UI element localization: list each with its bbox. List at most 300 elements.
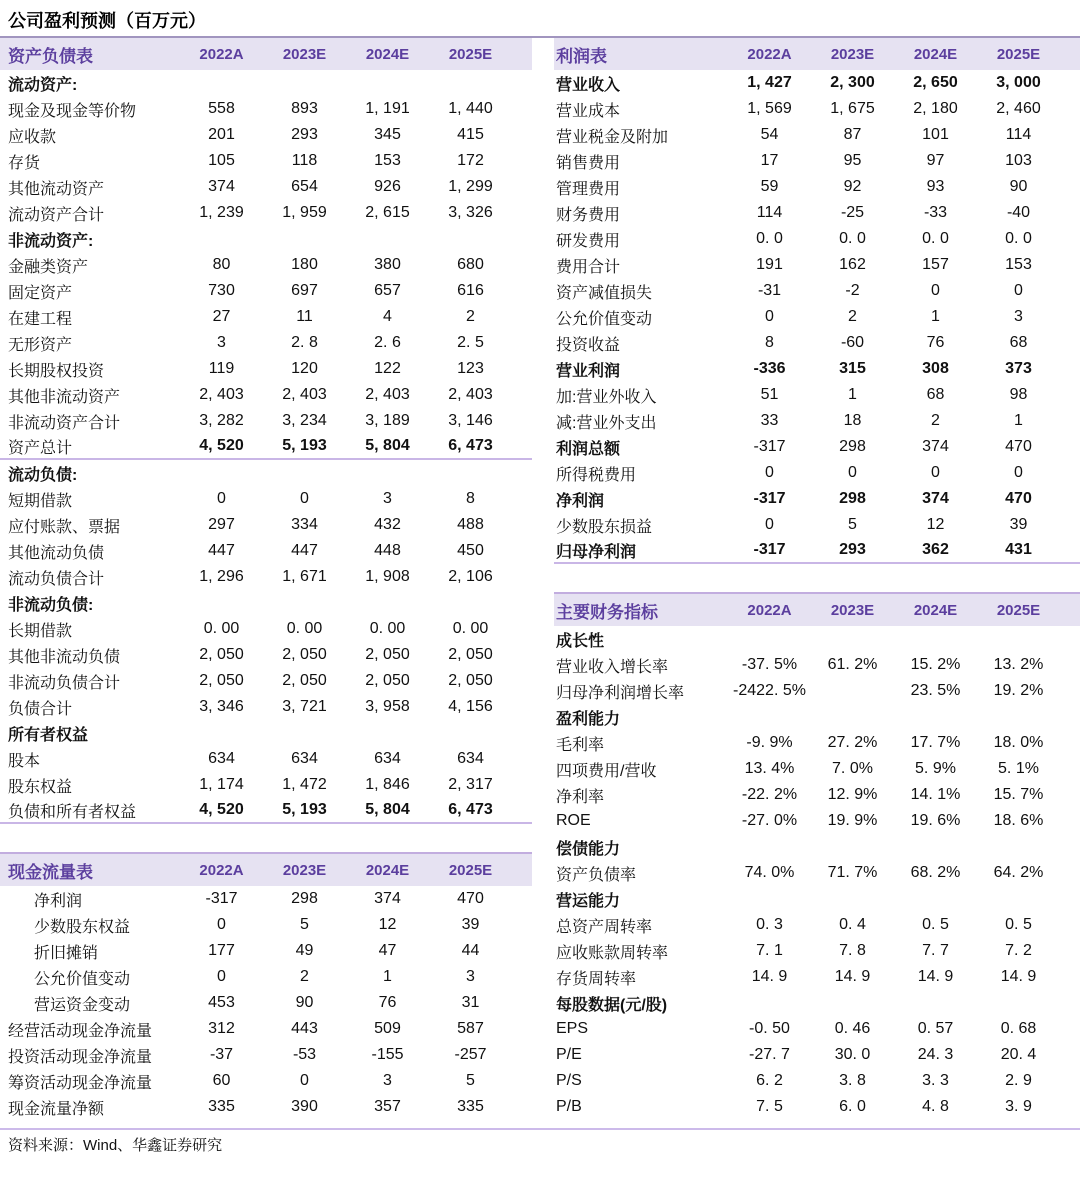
cell-value: 1, 191 [365, 100, 410, 117]
cell-value: 60 [212, 1072, 231, 1089]
cell-value: 1 [931, 308, 940, 325]
cell-value: 39 [461, 916, 480, 933]
row-label: 公允价值变动 [556, 310, 653, 328]
cell-value: 0 [931, 464, 940, 481]
row-label: 应收账款周转率 [556, 944, 669, 962]
table-row [554, 96, 1080, 122]
cell-value: 4, 520 [199, 437, 244, 454]
table-row [554, 886, 1080, 912]
table-row [554, 860, 1080, 886]
cell-value: 2. 9 [1005, 1072, 1032, 1089]
cell-value: -27. 7 [749, 1046, 790, 1063]
cell-value: 18 [843, 412, 862, 429]
row-label: 资产负债率 [556, 866, 637, 884]
column-header: 2025E [448, 861, 493, 879]
row-label: 营业利润 [556, 362, 621, 380]
column-header: 2024E [913, 601, 958, 619]
table-row [0, 1068, 532, 1094]
cell-value: 3, 000 [996, 74, 1041, 91]
cell-value: 1, 296 [199, 568, 244, 585]
cell-value: 697 [291, 282, 318, 299]
cell-value: 2. 8 [291, 334, 318, 351]
cell-value: 0. 00 [369, 620, 406, 637]
cell-value: 3, 326 [448, 204, 493, 221]
row-label: 财务费用 [556, 206, 621, 224]
row-label: ROE [556, 812, 591, 829]
row-label: 现金及现金等价物 [8, 102, 137, 120]
cell-value: -0. 50 [749, 1020, 790, 1037]
table-row [0, 668, 532, 694]
column-header: 2023E [830, 601, 875, 619]
row-label: 少数股东损益 [556, 518, 653, 536]
cell-value: -2422. 5% [733, 682, 806, 699]
cell-value: -155 [371, 1046, 404, 1063]
cell-value: 90 [1009, 178, 1028, 195]
column-header: 2025E [996, 601, 1041, 619]
table-row [0, 798, 532, 824]
cell-value: 2 [466, 308, 475, 325]
cell-value: 293 [291, 126, 318, 143]
cell-value: 1, 569 [747, 100, 792, 117]
cell-value: 0 [1014, 464, 1023, 481]
table-row [0, 694, 532, 720]
cell-value: 450 [457, 542, 484, 559]
cell-value: 415 [457, 126, 484, 143]
cell-value: 558 [208, 100, 235, 117]
row-label: 少数股东权益 [34, 918, 131, 936]
row-label: 公允价值变动 [34, 970, 131, 988]
cell-value: 12. 9% [827, 786, 878, 803]
cell-value: 3. 8 [839, 1072, 866, 1089]
balance-sheet-table [0, 38, 532, 824]
cell-value: 13. 4% [744, 760, 795, 777]
cell-value: 0 [217, 916, 226, 933]
table-row [0, 538, 532, 564]
cell-value: 14. 9 [834, 968, 871, 985]
cell-value: 1, 959 [282, 204, 327, 221]
cell-value: 432 [374, 516, 401, 533]
cell-value: 3, 146 [448, 412, 493, 429]
row-label: 营运能力 [556, 892, 621, 910]
table-row [0, 460, 532, 486]
row-label: 减:营业外支出 [556, 414, 657, 432]
cell-value: 17. 7% [910, 734, 961, 751]
cell-value: 0. 46 [834, 1020, 871, 1037]
cell-value: 153 [1005, 256, 1032, 273]
column-header: 2024E [365, 45, 410, 63]
cell-value: 2, 615 [365, 204, 410, 221]
cash-flow-header [0, 854, 532, 886]
cell-value: 14. 9 [751, 968, 788, 985]
cell-value: 6, 473 [448, 437, 493, 454]
cell-value: 68 [926, 386, 945, 403]
cell-value: 13. 2% [993, 656, 1044, 673]
row-label: 净利润 [34, 892, 83, 910]
table-row [0, 304, 532, 330]
cell-value: 390 [291, 1098, 318, 1115]
row-label: 利润总额 [556, 440, 621, 458]
cell-value: 0 [217, 490, 226, 507]
row-label: 其他非流动资产 [8, 388, 121, 406]
cell-value: 509 [374, 1020, 401, 1037]
table-row [0, 616, 532, 642]
table-row [0, 486, 532, 512]
row-label: 在建工程 [8, 310, 73, 328]
column-header: 2025E [448, 45, 493, 63]
cell-value: 8 [466, 490, 475, 507]
row-label: 股东权益 [8, 778, 73, 796]
section-gap [0, 824, 532, 852]
table-row [0, 226, 532, 252]
cell-value: 335 [208, 1098, 235, 1115]
cell-value: 3 [466, 968, 475, 985]
row-label: 存货周转率 [556, 970, 637, 988]
cell-value: 5. 1% [998, 760, 1039, 777]
cell-value: 470 [1005, 490, 1032, 507]
cell-value: 2, 050 [199, 646, 244, 663]
cell-value: 172 [457, 152, 484, 169]
cell-value: 3 [383, 490, 392, 507]
cell-value: 7. 8 [839, 942, 866, 959]
table-row [554, 70, 1080, 96]
cell-value: -31 [757, 282, 782, 299]
cell-value: 0 [765, 308, 774, 325]
cell-value: 92 [843, 178, 862, 195]
cell-value: 1, 239 [199, 204, 244, 221]
table-row [554, 1068, 1080, 1094]
table-row [554, 252, 1080, 278]
cell-value: 87 [843, 126, 862, 143]
cell-value: 95 [843, 152, 862, 169]
table-row [0, 252, 532, 278]
cell-value: 3, 189 [365, 412, 410, 429]
cell-value: 634 [374, 750, 401, 767]
table-row [554, 834, 1080, 860]
column-header: 2022A [747, 601, 792, 619]
cell-value: 177 [208, 942, 235, 959]
row-label: 营业收入增长率 [556, 658, 669, 676]
cell-value: 4. 8 [922, 1098, 949, 1115]
cell-value: 0 [848, 464, 857, 481]
cell-value: 448 [374, 542, 401, 559]
table-row [554, 1094, 1080, 1120]
cell-value: 27 [212, 308, 231, 325]
cell-value: 47 [378, 942, 397, 959]
cell-value: 0. 00 [286, 620, 323, 637]
cell-value: -317 [753, 490, 786, 507]
cell-value: 3. 9 [1005, 1098, 1032, 1115]
column-header: 2023E [830, 45, 875, 63]
cell-value: 2, 403 [448, 386, 493, 403]
row-label: P/E [556, 1046, 582, 1063]
table-row [554, 200, 1080, 226]
table-row [0, 720, 532, 746]
bottom-rule [0, 1128, 1080, 1130]
row-label: 投资活动现金净流量 [8, 1048, 153, 1066]
cell-value: 3, 282 [199, 412, 244, 429]
row-label: 非流动负债合计 [8, 674, 121, 692]
cell-value: 0 [217, 968, 226, 985]
cell-value: 12 [378, 916, 397, 933]
cell-value: 335 [457, 1098, 484, 1115]
cell-value: 453 [208, 994, 235, 1011]
cell-value: 345 [374, 126, 401, 143]
table-row [554, 278, 1080, 304]
cell-value: 1, 427 [747, 74, 792, 91]
cell-value: -60 [840, 334, 865, 351]
cell-value: 44 [461, 942, 480, 959]
cell-value: 49 [295, 942, 314, 959]
cell-value: 0 [765, 516, 774, 533]
cell-value: 2, 050 [448, 646, 493, 663]
row-label: 其他流动负债 [8, 544, 105, 562]
row-label: 资产总计 [8, 439, 73, 457]
table-row [0, 512, 532, 538]
table-row [0, 70, 532, 96]
cell-value: -2 [845, 282, 860, 299]
cell-value: 1 [383, 968, 392, 985]
table-row [0, 330, 532, 356]
row-label: 流动负债合计 [8, 570, 105, 588]
cell-value: -317 [753, 541, 786, 558]
table-row [554, 148, 1080, 174]
row-label: 应付账款、票据 [8, 518, 121, 536]
table-title: 利润表 [556, 46, 607, 66]
table-row [554, 990, 1080, 1016]
row-label: 所得税费用 [556, 466, 637, 484]
row-label: 归母净利润增长率 [556, 684, 685, 702]
table-row [554, 356, 1080, 382]
row-label: 营运资金变动 [34, 996, 131, 1014]
cell-value: 0 [300, 490, 309, 507]
row-label: 其他流动资产 [8, 180, 105, 198]
row-label: 费用合计 [556, 258, 621, 276]
cell-value: 373 [1005, 360, 1032, 377]
row-label: 经营活动现金净流量 [8, 1022, 153, 1040]
row-label: 净利润 [556, 492, 605, 510]
cell-value: 3. 3 [922, 1072, 949, 1089]
cell-value: 0. 0 [1005, 230, 1032, 247]
cell-value: 2, 050 [282, 646, 327, 663]
cell-value: 1, 675 [830, 100, 875, 117]
table-row [554, 756, 1080, 782]
cell-value: 634 [291, 750, 318, 767]
cell-value: 2. 5 [457, 334, 484, 351]
cell-value: 443 [291, 1020, 318, 1037]
row-label: 股本 [8, 752, 41, 770]
cell-value: 2, 050 [365, 646, 410, 663]
cell-value: -40 [1006, 204, 1031, 221]
row-label: 负债合计 [8, 700, 73, 718]
row-label: 营业收入 [556, 76, 621, 94]
cell-value: 68 [1009, 334, 1028, 351]
cell-value: 2 [848, 308, 857, 325]
cell-value: 680 [457, 256, 484, 273]
column-header: 2024E [913, 45, 958, 63]
cell-value: 2, 050 [365, 672, 410, 689]
row-label: 加:营业外收入 [556, 388, 657, 406]
row-label: 投资收益 [556, 336, 621, 354]
cell-value: 76 [926, 334, 945, 351]
cell-value: 0. 57 [917, 1020, 954, 1037]
table-row [554, 226, 1080, 252]
table-row [554, 652, 1080, 678]
cell-value: 93 [926, 178, 945, 195]
cell-value: 2. 6 [374, 334, 401, 351]
cell-value: 3 [217, 334, 226, 351]
row-label: 四项费用/营收 [556, 762, 657, 780]
table-row [0, 148, 532, 174]
cell-value: 14. 9 [1000, 968, 1037, 985]
table-row [554, 382, 1080, 408]
table-row [0, 278, 532, 304]
table-row [0, 96, 532, 122]
table-row [0, 964, 532, 990]
cell-value: 4, 156 [448, 698, 493, 715]
row-label: 负债和所有者权益 [8, 803, 137, 821]
cell-value: 1, 299 [448, 178, 493, 195]
row-label: 现金流量净额 [8, 1100, 105, 1118]
cell-value: 374 [922, 490, 949, 507]
cell-value: 488 [457, 516, 484, 533]
cell-value: 2, 050 [448, 672, 493, 689]
cell-value: 6. 2 [756, 1072, 783, 1089]
table-row [0, 200, 532, 226]
cell-value: 3, 234 [282, 412, 327, 429]
row-label: 净利率 [556, 788, 605, 806]
row-label: 销售费用 [556, 154, 621, 172]
cell-value: 431 [1005, 541, 1032, 558]
cell-value: 2, 050 [199, 672, 244, 689]
cell-value: 0. 00 [452, 620, 489, 637]
cell-value: 7. 0% [832, 760, 873, 777]
cell-value: 180 [291, 256, 318, 273]
table-row [0, 912, 532, 938]
section-gap [554, 564, 1080, 592]
cell-value: 19. 2% [993, 682, 1044, 699]
cell-value: 1, 472 [282, 776, 327, 793]
cell-value: 39 [1009, 516, 1028, 533]
table-row [0, 564, 532, 590]
row-label: 盈利能力 [556, 710, 621, 728]
table-row [554, 912, 1080, 938]
cell-value: 11 [296, 308, 313, 325]
cell-value: -336 [753, 360, 786, 377]
row-label: P/S [556, 1072, 582, 1089]
cell-value: 64. 2% [993, 864, 1044, 881]
cell-value: 0 [1014, 282, 1023, 299]
cell-value: 7. 1 [756, 942, 783, 959]
cell-value: 114 [1005, 126, 1032, 143]
cell-value: 5, 193 [282, 437, 327, 454]
cell-value: 71. 7% [827, 864, 878, 881]
row-label: EPS [556, 1020, 589, 1037]
table-row [554, 460, 1080, 486]
cell-value: 61. 2% [827, 656, 878, 673]
row-label: 研发费用 [556, 232, 621, 250]
report-page [0, 10, 1080, 1156]
row-label: 金融类资产 [8, 258, 89, 276]
left-column [0, 38, 532, 1120]
cell-value: 616 [457, 282, 484, 299]
cell-value: 1, 440 [448, 100, 493, 117]
table-row [554, 964, 1080, 990]
row-label: 成长性 [556, 632, 605, 650]
row-label: 应收款 [8, 128, 57, 146]
cell-value: 362 [922, 541, 949, 558]
table-row [554, 938, 1080, 964]
table-row [0, 408, 532, 434]
cell-value: 5. 9% [915, 760, 956, 777]
cell-value: -257 [454, 1046, 487, 1063]
cell-value: 0 [931, 282, 940, 299]
cell-value: 118 [291, 152, 318, 169]
key-indicators-header [554, 594, 1080, 626]
cell-value: 191 [756, 256, 783, 273]
row-label: 短期借款 [8, 492, 73, 510]
cell-value: 6, 473 [448, 801, 493, 818]
table-row [554, 730, 1080, 756]
table-row [554, 304, 1080, 330]
table-row [554, 782, 1080, 808]
cell-value: 6. 0 [839, 1098, 866, 1115]
row-label: 资产减值损失 [556, 284, 653, 302]
cell-value: 1, 671 [282, 568, 327, 585]
table-row [554, 408, 1080, 434]
cell-value: 7. 5 [756, 1098, 783, 1115]
cell-value: 1, 846 [365, 776, 410, 793]
cell-value: 19. 6% [910, 812, 961, 829]
cell-value: 31 [461, 994, 480, 1011]
income-statement-body [554, 70, 1080, 564]
table-row [0, 1094, 532, 1120]
cell-value: 1, 174 [199, 776, 244, 793]
cell-value: 0. 00 [203, 620, 240, 637]
cell-value: 5, 804 [365, 437, 410, 454]
table-row [554, 678, 1080, 704]
column-header: 2023E [282, 45, 327, 63]
row-label: 流动负债: [8, 466, 78, 484]
cell-value: 0. 0 [839, 230, 866, 247]
cell-value: 27. 2% [827, 734, 878, 751]
cell-value: 101 [922, 126, 949, 143]
cell-value: 18. 6% [993, 812, 1044, 829]
cell-value: -53 [292, 1046, 317, 1063]
balance-sheet-body [0, 70, 532, 824]
cell-value: 1, 908 [365, 568, 410, 585]
cell-value: 2, 317 [448, 776, 493, 793]
cell-value: 374 [922, 438, 949, 455]
cell-value: 74. 0% [744, 864, 795, 881]
row-label: 毛利率 [556, 736, 605, 754]
cell-value: 51 [760, 386, 779, 403]
cell-value: 18. 0% [993, 734, 1044, 751]
cell-value: 4 [383, 308, 392, 325]
cell-value: 447 [208, 542, 235, 559]
cell-value: 5 [466, 1072, 475, 1089]
row-label: P/B [556, 1098, 582, 1115]
table-row [554, 538, 1080, 564]
cell-value: -33 [923, 204, 948, 221]
cell-value: 470 [457, 890, 484, 907]
cell-value: 153 [374, 152, 401, 169]
cell-value: 2, 403 [282, 386, 327, 403]
cell-value: 0. 5 [922, 916, 949, 933]
cell-value: 7. 7 [922, 942, 949, 959]
cell-value: 14. 9 [917, 968, 954, 985]
cell-value: -25 [840, 204, 865, 221]
cell-value: 374 [374, 890, 401, 907]
